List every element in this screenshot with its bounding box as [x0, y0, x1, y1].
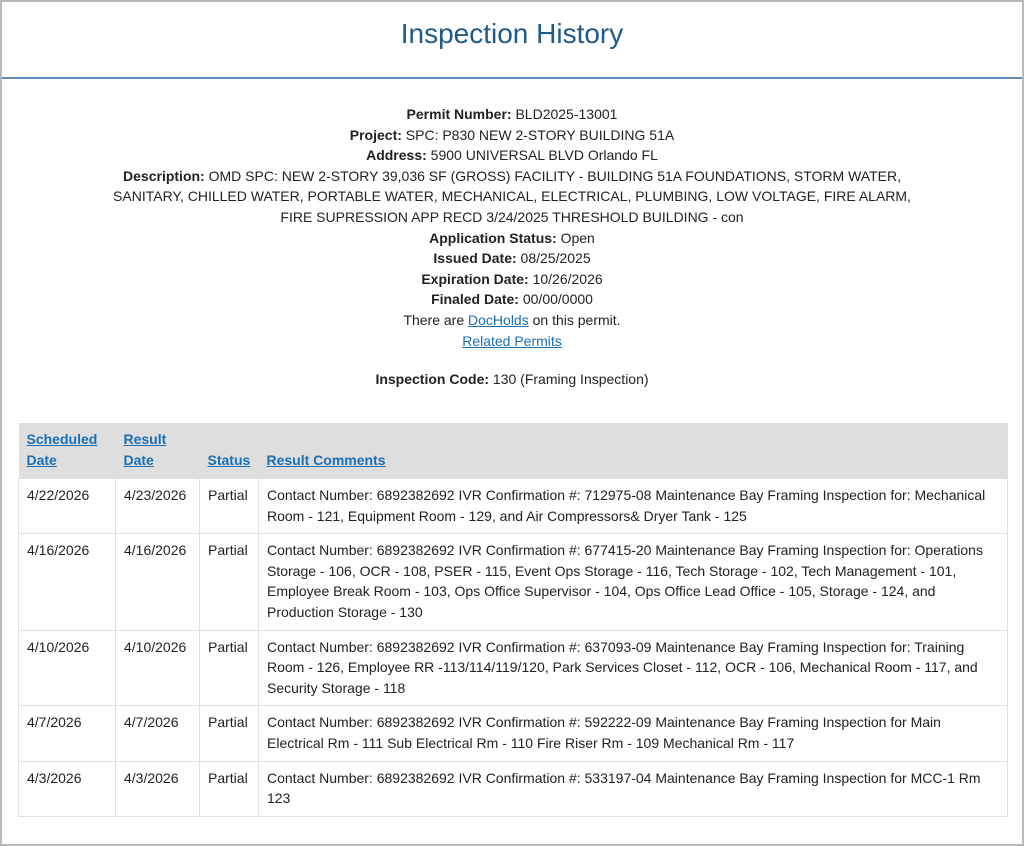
sort-status-link[interactable]: Status	[207, 452, 251, 468]
table-row	[19, 706, 1008, 761]
scheduled-date-cell: 4/22/2026	[19, 479, 116, 534]
table-row	[19, 534, 1008, 630]
column-header-result-comments	[259, 423, 1008, 479]
result-date-cell: 4/7/2026	[116, 706, 200, 761]
issued-date-value: 08/25/2025	[520, 250, 591, 267]
table-header-row	[19, 423, 1008, 479]
application-status-label: Application Status:	[429, 229, 557, 246]
column-header-status	[200, 423, 259, 479]
application-status-line	[2, 228, 1022, 249]
issued-date-label: Issued Date:	[433, 250, 517, 267]
expiration-date-line	[2, 269, 1022, 290]
table-row	[19, 630, 1008, 706]
column-header-scheduled-date	[19, 423, 116, 479]
address-value: 5900 UNIVERSAL BLVD Orlando FL	[430, 147, 658, 164]
docholds-suffix: on this permit.	[532, 311, 621, 328]
result-comments-cell: Contact Number: 6892382692 IVR Confirmation #: 677415-20 Maintenance Bay Framing Inspection for: Operations Storage - 106, OCR - 108, PSER - 115, Event Ops Storage - 116, Tech Storage - 102, Tech Management - 101, Employee Break Room - 103, Ops Office Supervisor - 104, Ops Office Lead Office - 105, Storage - 124, and Production Storage - 130	[259, 534, 1008, 630]
result-comments-cell: Contact Number: 6892382692 IVR Confirmation #: 637093-09 Maintenance Bay Framing Inspection for: Training Room - 126, Employee RR -113/114/119/120, Park Services Closet - 112, OCR - 106, Mechanical Room - 117, and Security Storage - 118	[259, 630, 1008, 706]
sort-result-comments-link[interactable]: Result Comments	[266, 452, 386, 468]
issued-date-line	[2, 248, 1022, 269]
inspection-table	[18, 423, 1008, 817]
project-label: Project:	[349, 126, 402, 143]
finaled-date-value: 00/00/0000	[522, 291, 593, 308]
scheduled-date-cell: 4/3/2026	[19, 761, 116, 816]
related-permits-link[interactable]: Related Permits	[462, 332, 562, 349]
related-permits-line	[2, 331, 1022, 352]
permit-number-label: Permit Number:	[406, 106, 512, 122]
permit-number-value: BLD2025-13001	[515, 106, 618, 122]
result-header-line1: Result	[123, 431, 167, 447]
table-body	[19, 479, 1008, 817]
status-cell: Partial	[200, 630, 259, 706]
expiration-date-label: Expiration Date:	[421, 270, 529, 287]
table-row	[19, 479, 1008, 534]
table-row	[19, 761, 1008, 816]
status-cell: Partial	[200, 706, 259, 761]
result-comments-cell: Contact Number: 6892382692 IVR Confirmation #: 592222-09 Maintenance Bay Framing Inspection for Main Electrical Rm - 111 Sub Electrical Rm - 110 Fire Riser Rm - 109 Mechanical Rm - 117	[259, 706, 1008, 761]
page-title: Inspection History	[400, 18, 624, 49]
inspection-code-line	[2, 369, 1022, 390]
docholds-line	[2, 310, 1022, 331]
finaled-date-line	[2, 289, 1022, 310]
address-line	[2, 145, 1022, 166]
description-label: Description:	[123, 167, 205, 184]
scheduled-header-line1: Scheduled	[26, 431, 98, 447]
address-label: Address:	[366, 147, 427, 164]
result-comments-cell: Contact Number: 6892382692 IVR Confirmation #: 533197-04 Maintenance Bay Framing Inspection for MCC-1 Rm 123	[259, 761, 1008, 816]
permit-number-line	[2, 104, 1022, 125]
status-cell: Partial	[200, 761, 259, 816]
sort-scheduled-date-link[interactable]	[27, 431, 98, 468]
finaled-date-label: Finaled Date:	[431, 291, 519, 308]
result-date-cell: 4/3/2026	[116, 761, 200, 816]
inspection-code-label: Inspection Code:	[375, 371, 490, 388]
inspection-code-value: 130 (Framing Inspection)	[492, 371, 649, 388]
description-value: OMD SPC: NEW 2-STORY 39,036 SF (GROSS) FACILITY - BUILDING 51A FOUNDATIONS, STORM WATER, SANITARY, CHILLED WATER, PORTABLE WATER, MECHANICAL, ELECTRICAL, PLUMBING, LOW VOLTAGE, FIRE ALARM, FIRE SUPRESSION APP RECD 3/24/2025 THRESHOLD BUILDING - con	[113, 167, 911, 225]
scheduled-date-cell: 4/7/2026	[19, 706, 116, 761]
application-status-value: Open	[560, 229, 595, 246]
status-cell: Partial	[200, 534, 259, 630]
project-value: SPC: P830 NEW 2-STORY BUILDING 51A	[405, 126, 675, 143]
docholds-prefix: There are	[403, 311, 465, 328]
status-cell: Partial	[200, 479, 259, 534]
column-header-result-date	[116, 423, 200, 479]
scheduled-date-cell: 4/16/2026	[19, 534, 116, 630]
project-line	[2, 125, 1022, 146]
scheduled-header-line2: Date	[26, 452, 57, 468]
expiration-date-value: 10/26/2026	[532, 270, 603, 287]
description-line	[112, 166, 912, 228]
result-date-cell: 4/10/2026	[116, 630, 200, 706]
result-date-cell: 4/16/2026	[116, 534, 200, 630]
result-comments-cell: Contact Number: 6892382692 IVR Confirmation #: 712975-08 Maintenance Bay Framing Inspection for: Mechanical Room - 121, Equipment Room - 129, and Air Compressors& Dryer Tank - 125	[259, 479, 1008, 534]
result-date-cell: 4/23/2026	[116, 479, 200, 534]
result-header-line2: Date	[123, 452, 154, 468]
sort-result-date-link[interactable]	[124, 431, 167, 468]
scheduled-date-cell: 4/10/2026	[19, 630, 116, 706]
permit-info	[2, 104, 1022, 390]
docholds-link[interactable]: DocHolds	[468, 311, 529, 328]
header	[2, 2, 1022, 79]
